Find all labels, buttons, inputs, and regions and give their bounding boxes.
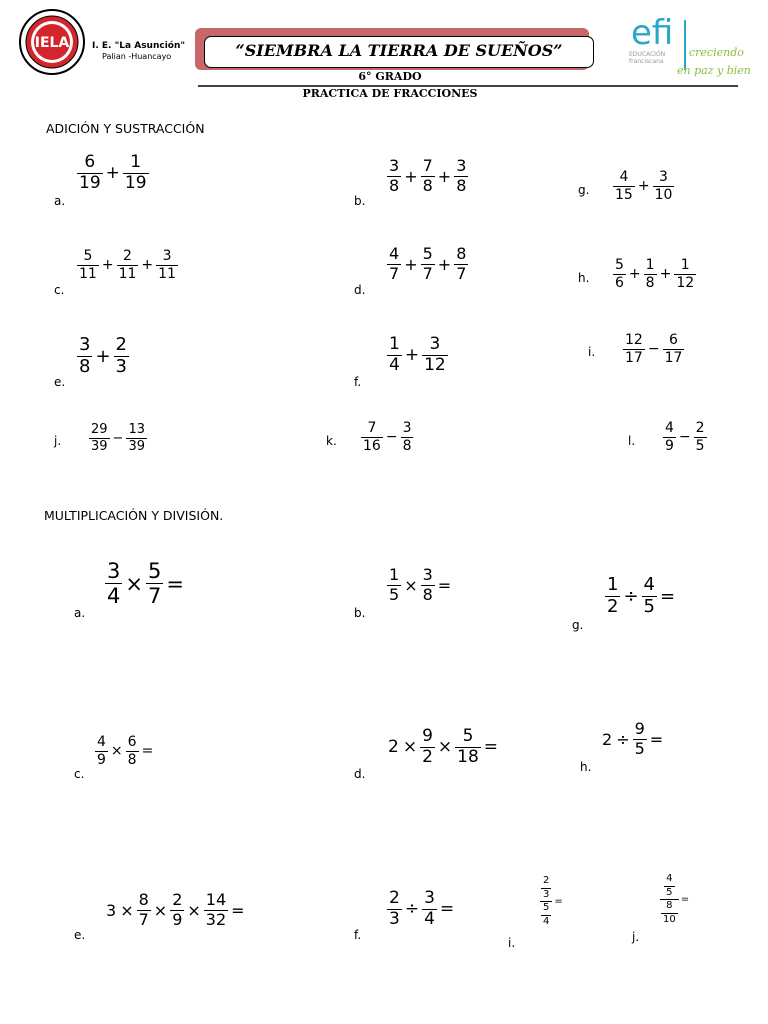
fraction xyxy=(387,567,401,604)
denominator: 39 xyxy=(128,438,145,454)
fraction xyxy=(613,258,626,290)
s2-problem-h-expression xyxy=(600,721,665,758)
s1-problem-f-expression xyxy=(386,336,449,375)
operator: + xyxy=(437,166,452,186)
fraction xyxy=(421,567,435,604)
denominator: 9 xyxy=(665,437,674,454)
denominator: 17 xyxy=(664,349,683,366)
numerator: 7 xyxy=(422,156,433,175)
fraction xyxy=(105,560,122,607)
operator: + xyxy=(105,163,120,184)
s1-problem-f-letter: f. xyxy=(354,375,362,389)
operator: + xyxy=(101,257,114,274)
operator: × xyxy=(125,571,143,596)
denominator: 5 xyxy=(695,437,705,454)
fraction xyxy=(674,258,696,290)
whole-number: 3 xyxy=(106,900,117,920)
s2-problem-d-expression xyxy=(386,728,500,767)
fraction xyxy=(77,249,99,281)
motto-text: “SIEMBRA LA TIERRA DE SUEÑOS” xyxy=(235,41,563,60)
s2-problem-b-letter: b. xyxy=(354,606,366,620)
operator: = xyxy=(680,894,690,905)
s1-problem-e-expression xyxy=(76,336,130,377)
fraction xyxy=(126,423,147,453)
svg-text:franciscana: franciscana xyxy=(629,58,664,65)
operator: = xyxy=(483,737,499,758)
denominator: 3 xyxy=(115,355,127,377)
complex-fraction xyxy=(660,874,679,925)
denominator: 7 xyxy=(422,263,433,283)
numerator: 9 xyxy=(634,719,645,738)
numerator: 5 xyxy=(422,244,433,263)
denominator: 8 xyxy=(389,175,400,195)
fraction xyxy=(117,249,139,281)
operator: − xyxy=(112,430,124,446)
fraction xyxy=(642,576,657,617)
fraction xyxy=(77,154,103,193)
denominator: 11 xyxy=(79,265,97,282)
fraction xyxy=(541,903,551,927)
numerator: 13 xyxy=(128,422,145,437)
denominator: 8 xyxy=(645,274,655,291)
numerator: 2 xyxy=(389,888,400,908)
fraction xyxy=(137,892,151,929)
operator: − xyxy=(385,429,398,446)
s1-problem-b-letter: b. xyxy=(354,194,366,208)
numerator: 6 xyxy=(127,734,137,750)
s1-problem-g-expression xyxy=(612,170,675,202)
denominator: 4 xyxy=(543,915,550,927)
operator: × xyxy=(110,743,123,760)
s2-problem-g-letter: g. xyxy=(572,618,584,632)
fraction xyxy=(644,258,657,290)
svg-text:EDUCACIÓN: EDUCACIÓN xyxy=(629,51,666,58)
numerator: 4 xyxy=(643,574,655,595)
fraction xyxy=(633,721,647,758)
operator: − xyxy=(678,429,691,446)
fraction xyxy=(422,890,437,929)
fraction xyxy=(170,892,184,929)
denominator: 8 xyxy=(79,355,91,377)
school-name: I. E. "La Asunción" xyxy=(92,41,186,51)
operator: ÷ xyxy=(404,899,420,920)
fraction xyxy=(204,892,228,929)
denominator: 7 xyxy=(147,584,162,609)
svg-text:efi: efi xyxy=(631,13,674,53)
whole-number: 2 xyxy=(602,729,613,749)
operator: × xyxy=(153,900,168,920)
denominator: 2 xyxy=(607,595,619,617)
fraction xyxy=(664,874,674,898)
fraction xyxy=(605,576,620,617)
school-city: Palian -Huancayo xyxy=(102,52,172,61)
operator: = xyxy=(231,900,245,920)
numerator: 5 xyxy=(147,559,162,583)
numerator: 8 xyxy=(456,244,467,263)
denominator: 8 xyxy=(422,584,433,604)
s1-problem-h-expression xyxy=(612,258,697,290)
fraction xyxy=(455,728,481,767)
svg-text:en paz y bien: en paz y bien xyxy=(677,64,751,77)
fraction xyxy=(623,333,645,365)
numerator: 3 xyxy=(402,420,412,436)
operator: × xyxy=(187,900,201,920)
fraction xyxy=(421,158,435,195)
fraction xyxy=(661,901,678,925)
denominator: 19 xyxy=(124,172,147,193)
fraction xyxy=(126,735,139,767)
school-logo xyxy=(18,8,86,76)
denominator: 39 xyxy=(91,438,108,454)
fraction xyxy=(401,421,414,453)
whole-number: 2 xyxy=(388,737,399,758)
fraction xyxy=(387,158,401,195)
numerator: 1 xyxy=(607,574,619,595)
s1-problem-g-letter: g. xyxy=(578,183,590,197)
numerator: 1 xyxy=(130,152,142,172)
denominator: 7 xyxy=(456,263,467,283)
s1-problem-h-letter: h. xyxy=(578,271,590,285)
numerator: 3 xyxy=(79,334,91,355)
s1-problem-l-expression xyxy=(662,421,708,453)
operator: × xyxy=(120,900,134,920)
s2-problem-i-letter: i. xyxy=(508,936,516,950)
denominator: 8 xyxy=(422,175,433,195)
denominator: 5 xyxy=(634,738,645,758)
numerator: 8 xyxy=(666,900,673,911)
s1-problem-c-expression xyxy=(76,249,179,281)
operator: ÷ xyxy=(616,729,630,749)
s2-problem-i-expression xyxy=(540,876,565,927)
numerator: 4 xyxy=(619,169,629,185)
operator: = xyxy=(439,899,455,920)
fraction xyxy=(420,728,435,767)
operator: + xyxy=(659,266,672,283)
s2-problem-f-expression xyxy=(386,890,456,929)
numerator: 5 xyxy=(543,902,550,913)
numerator: 2 xyxy=(123,248,132,264)
fraction xyxy=(421,246,435,283)
denominator: 10 xyxy=(654,186,673,203)
s1-problem-a-expression xyxy=(76,154,150,193)
s1-problem-c-letter: c. xyxy=(54,283,65,297)
numerator: 2 xyxy=(695,420,705,436)
denominator: 12 xyxy=(676,274,695,291)
numerator: 12 xyxy=(625,332,643,348)
svg-text:IELA: IELA xyxy=(34,35,70,51)
denominator: 9 xyxy=(172,909,183,929)
numerator: 4 xyxy=(389,244,400,263)
fraction xyxy=(95,735,108,767)
operator: = xyxy=(649,729,664,749)
s2-problem-c-letter: c. xyxy=(74,767,85,781)
fraction xyxy=(663,333,685,365)
operator: + xyxy=(141,257,154,274)
operator: ÷ xyxy=(623,585,639,607)
operator: = xyxy=(660,585,676,607)
s1-problem-d-expression xyxy=(386,246,469,283)
denominator: 3 xyxy=(389,908,400,929)
numerator: 1 xyxy=(389,334,400,354)
numerator: 14 xyxy=(205,890,227,909)
operator: = xyxy=(554,896,563,907)
numerator: 3 xyxy=(422,565,433,584)
s1-problem-d-letter: d. xyxy=(354,283,366,297)
s2-problem-f-letter: f. xyxy=(354,928,362,942)
numerator: 5 xyxy=(83,248,93,264)
denominator: 2 xyxy=(422,746,433,767)
numerator: 1 xyxy=(680,257,690,273)
numerator: 4 xyxy=(97,734,106,750)
operator: = xyxy=(437,575,452,595)
denominator: 8 xyxy=(127,751,137,768)
denominator: 16 xyxy=(363,437,381,454)
operator: = xyxy=(141,743,154,760)
denominator: 5 xyxy=(389,584,400,604)
s1-problem-k-letter: k. xyxy=(326,434,337,448)
operator: − xyxy=(647,341,660,358)
s1-problem-j-expression xyxy=(88,423,148,453)
s1-problem-i-letter: i. xyxy=(588,345,596,359)
s2-problem-b-expression xyxy=(386,567,453,604)
denominator: 8 xyxy=(456,175,467,195)
numerator: 5 xyxy=(462,726,474,746)
operator: × xyxy=(437,737,453,758)
numerator: 9 xyxy=(422,726,433,746)
numerator: 1 xyxy=(389,565,400,584)
denominator: 4 xyxy=(389,354,400,375)
fraction xyxy=(77,336,92,377)
numerator: 3 xyxy=(107,559,121,583)
denominator: 12 xyxy=(424,354,446,375)
denominator: 11 xyxy=(158,265,176,282)
numerator: 2 xyxy=(543,875,550,886)
s2-problem-c-expression xyxy=(94,735,155,767)
s1-problem-a-letter: a. xyxy=(54,194,66,208)
operator: + xyxy=(404,254,418,274)
fraction xyxy=(663,421,676,453)
numerator: 29 xyxy=(91,422,108,437)
s2-problem-a-expression xyxy=(104,560,186,607)
fraction xyxy=(653,170,675,202)
denominator: 3 xyxy=(543,888,550,900)
fraction xyxy=(694,421,707,453)
s1-problem-i-expression xyxy=(622,333,685,365)
denominator: 5 xyxy=(643,595,655,617)
s1-problem-e-letter: e. xyxy=(54,375,66,389)
numerator: 2 xyxy=(172,890,183,909)
denominator: 19 xyxy=(79,172,101,193)
fraction xyxy=(361,421,383,453)
numerator: 6 xyxy=(669,332,678,348)
operator: + xyxy=(404,345,420,366)
denominator: 18 xyxy=(457,746,479,767)
fraction xyxy=(114,336,129,377)
denominator: 7 xyxy=(389,263,400,283)
denominator: 9 xyxy=(97,751,106,768)
section-heading-multiplication: MULTIPLICACIÓN Y DIVISIÓN. xyxy=(44,508,224,523)
denominator: 32 xyxy=(205,909,227,929)
fraction xyxy=(156,249,178,281)
s1-problem-j-letter: j. xyxy=(54,434,62,448)
numerator: 5 xyxy=(615,257,624,273)
s2-problem-d-letter: d. xyxy=(354,767,366,781)
complex-fraction xyxy=(540,876,552,927)
fraction xyxy=(123,154,149,193)
numerator: 3 xyxy=(389,156,400,175)
denominator: 4 xyxy=(107,584,121,609)
fraction xyxy=(454,246,468,283)
s1-problem-l-letter: l. xyxy=(628,434,636,448)
svg-text:creciendo: creciendo xyxy=(689,46,744,59)
numerator: 2 xyxy=(115,334,127,355)
denominator: 4 xyxy=(424,908,435,929)
numerator: 7 xyxy=(367,420,377,436)
s2-problem-g-expression xyxy=(604,576,677,617)
operator: + xyxy=(437,254,452,274)
denominator: 5 xyxy=(666,886,673,898)
s2-problem-j-letter: j. xyxy=(632,930,640,944)
operator: + xyxy=(637,178,650,195)
s1-problem-b-expression xyxy=(386,158,469,195)
numerator: 4 xyxy=(665,420,674,436)
operator: × xyxy=(402,737,418,758)
denominator: 15 xyxy=(615,186,633,203)
operator: × xyxy=(404,575,418,595)
fraction xyxy=(613,170,635,202)
fraction xyxy=(146,560,163,607)
numerator: 3 xyxy=(659,169,668,185)
operator: + xyxy=(95,345,111,367)
fraction xyxy=(89,423,110,453)
worksheet-title: PRACTICA DE FRACCIONES xyxy=(302,87,478,100)
numerator: 3 xyxy=(456,156,467,175)
s2-problem-a-letter: a. xyxy=(74,606,86,620)
numerator: 3 xyxy=(424,888,435,908)
numerator: 4 xyxy=(666,873,673,884)
denominator: 11 xyxy=(118,265,137,282)
operator: + xyxy=(628,266,641,283)
fraction xyxy=(541,876,551,900)
denominator: 8 xyxy=(402,437,412,454)
grade-label: 6° GRADO xyxy=(358,70,422,83)
s2-problem-e-expression xyxy=(104,892,247,929)
denominator: 10 xyxy=(663,913,676,925)
s2-problem-e-letter: e. xyxy=(74,928,86,942)
s1-problem-k-expression xyxy=(360,421,414,453)
fraction xyxy=(387,890,402,929)
denominator: 17 xyxy=(625,349,643,366)
numerator: 3 xyxy=(162,248,172,264)
s2-problem-h-letter: h. xyxy=(580,760,592,774)
s2-problem-j-expression xyxy=(660,874,691,925)
fraction xyxy=(454,158,468,195)
numerator: 6 xyxy=(84,152,96,172)
fraction xyxy=(422,336,448,375)
numerator: 8 xyxy=(138,890,149,909)
denominator: 7 xyxy=(138,909,149,929)
fraction xyxy=(387,246,401,283)
operator: + xyxy=(404,166,418,186)
numerator: 1 xyxy=(645,257,655,273)
operator: = xyxy=(166,571,184,596)
numerator: 3 xyxy=(429,334,441,354)
denominator: 6 xyxy=(615,274,624,291)
section-heading-addition: ADICIÓN Y SUSTRACCIÓN xyxy=(46,121,205,136)
fraction xyxy=(387,336,402,375)
